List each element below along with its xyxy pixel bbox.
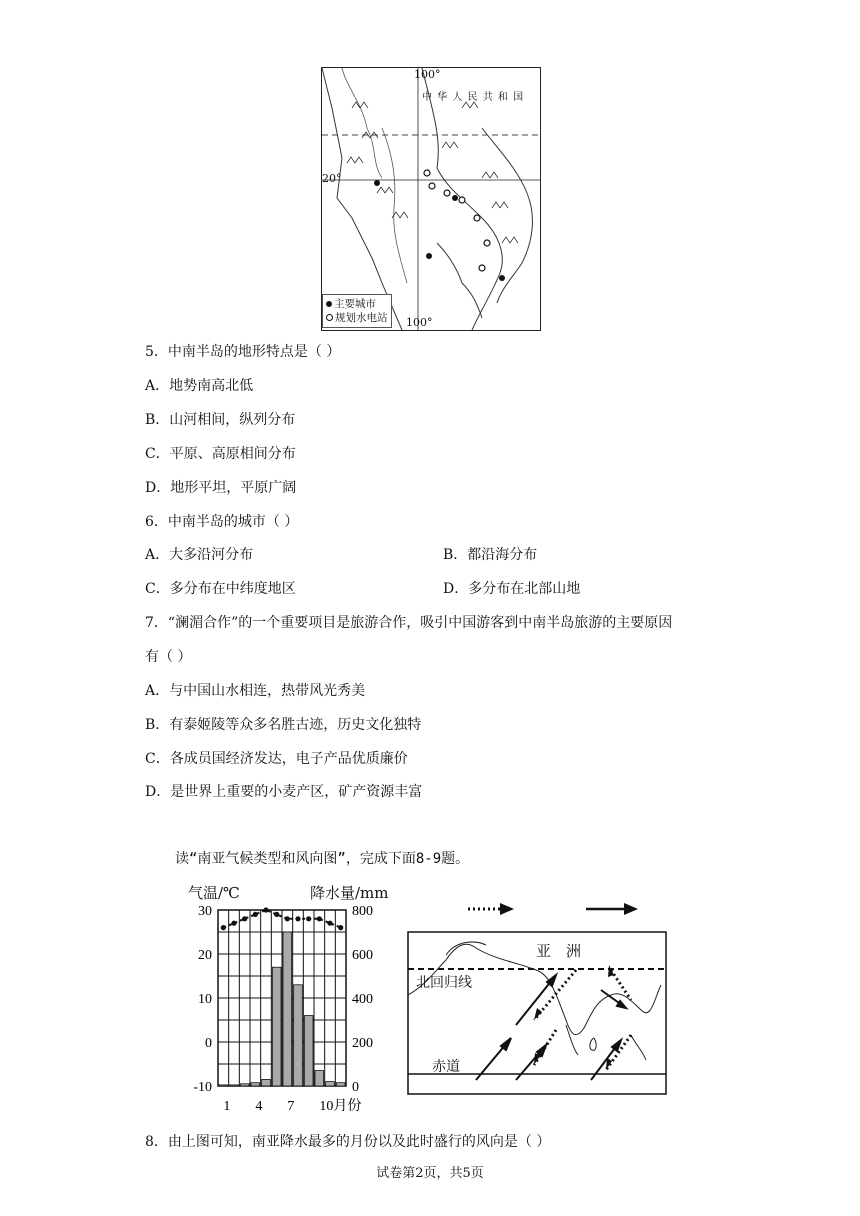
temperature-point [285,916,290,921]
q5-option-a[interactable]: A．地势南高北低 [145,378,254,394]
question-7-stem-line2: 有（ ） [145,649,192,665]
temp-tick-label: 30 [198,904,212,919]
temp-tick-label: -10 [193,1080,212,1095]
question-5-stem: 5．中南半岛的地形特点是（ ） [145,344,341,360]
temperature-point [253,912,258,917]
legend-city [326,297,388,311]
legend-hydro-label: 规划水电站 [335,312,388,324]
temperature-point [317,916,322,921]
precip-bar [315,1071,324,1086]
section-intro: 读“南亚气候类型和风向图”，完成下面8-9题。 [175,851,470,867]
precip-tick-label: 400 [352,992,373,1007]
precipitation-axis-label: 降水量/mm [310,884,389,902]
precip-tick-label: 800 [352,904,373,919]
precip-bar [336,1083,345,1086]
precip-bar [283,932,292,1086]
q5-option-c[interactable]: C．平原、高原相间分布 [145,446,296,462]
q7-option-a[interactable]: A．与中国山水相连，热带风光秀美 [145,683,366,699]
lat-20-label: 20° [322,172,342,185]
lon-bottom-label: 100° [406,316,433,329]
question-6-stem: 6．中南半岛的城市（ ） [145,514,299,530]
precip-bar [326,1082,335,1086]
temperature-point [327,921,332,926]
q6-option-c[interactable]: C．多分布在中纬度地区 [145,581,296,597]
q6-option-d[interactable]: D．多分布在北部山地 [443,581,581,597]
temp-tick-label: 10 [198,992,212,1007]
precip-bar [230,1085,239,1086]
precip-tick-label: 0 [352,1080,359,1095]
q6-option-b[interactable]: B．都沿海分布 [443,547,538,563]
legend-city-label: 主要城市 [334,298,376,310]
temperature-axis-label: 气温/℃ [188,884,240,902]
x-tick-label: 4 [255,1099,263,1114]
legend-hydro [326,311,388,325]
q5-option-d[interactable]: D．地形平坦，平原广阔 [145,480,297,496]
asia-label: 亚 洲 [536,942,582,960]
temperature-point [263,907,268,912]
temperature-point [274,912,279,917]
hydro-station-icon [326,314,333,321]
q7-option-d[interactable]: D．是世界上重要的小麦产区，矿产资源丰富 [145,784,423,800]
precip-bar [251,1083,260,1086]
precip-tick-label: 200 [352,1036,373,1051]
dotted-arrow-legend [468,903,514,915]
indochina-map-drawing [322,68,540,330]
precip-bar [262,1079,271,1086]
climate-chart [180,880,400,1120]
x-tick-label: 10月份 [319,1099,362,1114]
x-tick-label: 7 [287,1099,295,1114]
indochina-map [321,67,541,331]
country-label: 中 华 人 民 共 和 国 [422,92,525,103]
q7-option-c[interactable]: C．各成员国经济发达，电子产品优质廉价 [145,751,408,767]
precip-bar [219,1085,228,1086]
solid-arrow-legend [586,903,638,915]
temperature-point [295,916,300,921]
equator-label: 赤道 [432,1059,460,1075]
question-7-stem-line1: 7．“澜湄合作”的一个重要项目是旅游合作，吸引中国游客到中南半岛旅游的主要原因 [145,615,673,631]
temperature-point [231,921,236,926]
wind-map [406,900,668,1096]
x-tick-label: 1 [223,1099,231,1114]
temp-tick-label: 0 [205,1036,212,1051]
climate-plot [180,880,400,1120]
city-dot-icon [326,301,332,307]
precip-bar [294,985,303,1086]
q7-option-b[interactable]: B．有泰姬陵等众多名胜古迹，历史文化独特 [145,717,422,733]
lon-top-label: 100° [414,68,441,81]
temperature-point [306,916,311,921]
precip-bar [240,1084,249,1086]
q6-option-a[interactable]: A．大多沿河分布 [145,547,254,563]
temperature-point [338,925,343,930]
tropic-label: 北回归线 [416,975,472,991]
temperature-point [242,916,247,921]
q5-option-b[interactable]: B．山河相间，纵列分布 [145,412,296,428]
page-footer: 试卷第2页，共5页 [376,1166,484,1181]
map-legend [322,294,392,328]
precip-tick-label: 600 [352,948,373,963]
question-8-stem: 8．由上图可知，南亚降水最多的月份以及此时盛行的风向是（ ） [145,1134,551,1150]
precip-bar [304,1016,313,1086]
temperature-point [221,925,226,930]
temp-tick-label: 20 [198,948,212,963]
precip-bar [272,967,281,1086]
